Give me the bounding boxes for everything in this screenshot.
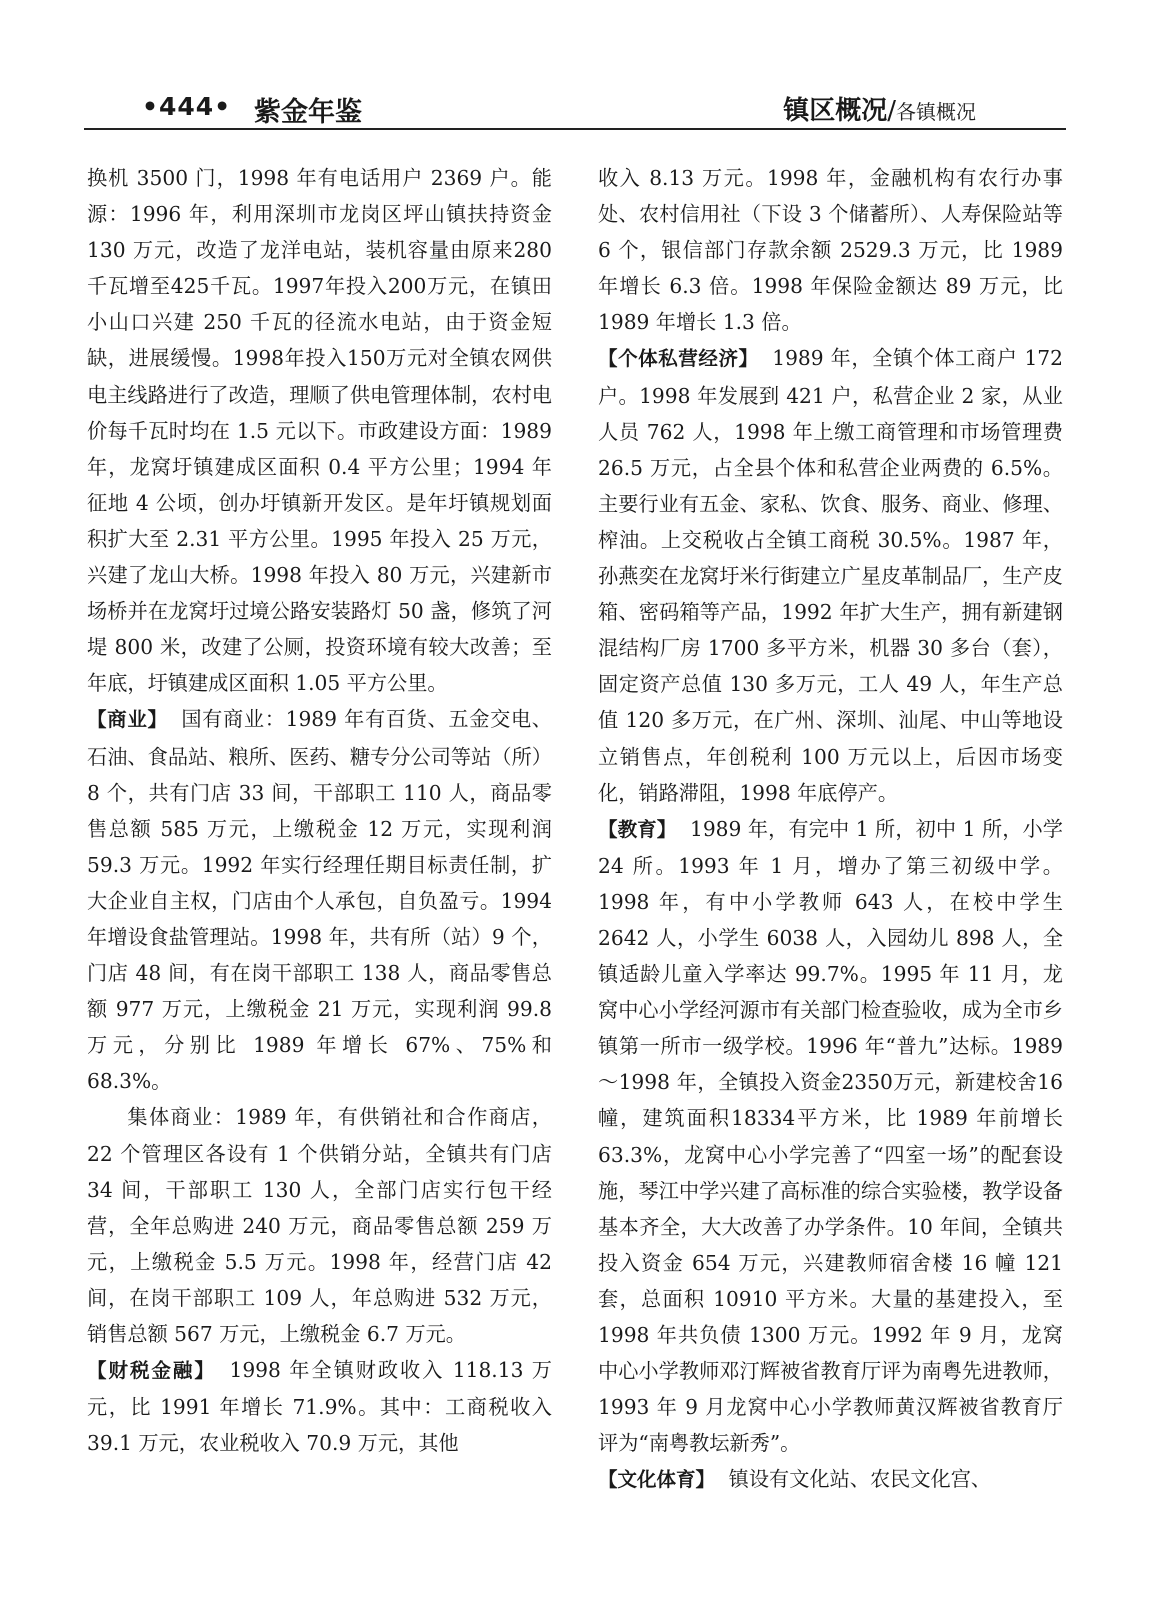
paragraph-infrastructure: 换机 3500 门，1998 年有电话用户 2369 户。能源：1996 年，利用深圳市龙岗区坪山镇扶持资金 130 万元，改造了龙洋电站，装机容量由原来280千瓦增至425千瓦。1997年投入200万元，在镇田小山口兴建 250 千瓦的径流水电站，由于资金短缺，进展缓慢。1998年投入150万元对全镇农网供电主线路进行了改造，理顺了供电管理体制，农村电价每千瓦时均在 1.5 元以下。市政建设方面：1989 年，龙窝圩镇建成区面积 0.4 平方公里；1994 年征地 4 公顷，创办圩镇新开发区。是年圩镇规划面积扩大至 2.31 平方公里。1995 年投入 25 万元，兴建了龙山大桥。1998 年投入 80 万元，兴建新市场桥并在龙窝圩过境公路安装路灯 50 盏，修筑了河堤 800 米，改建了公厕，投资环境有较大改善；至年底，圩镇建成区面积 1.05 平方公里。 bbox=[87, 166, 552, 696]
commerce-text: 国有商业：1989 年有百货、五金交电、石油、食品站、粮所、医药、糖专分公司等站（所）8 个，共有门店 33 间，干部职工 110 人，商品零售总额 585 万元，上缴税金 12 万元，实现利润 59.3 万元。1992 年实行经理任期目标责任制，扩大企业自主权，门店由个人承包，自负盈亏。1994 年增设食盐管理站。1998 年，共有所（站）9 个，门店 48 间，有在岗干部职工 138 人，商品零售总额 977 万元，上缴税金 21 万元，实现利润 99.8 万元，分别比 1989 年增长 67%、75%和 68.3%。 bbox=[87, 707, 552, 1094]
page-header bbox=[84, 84, 1066, 130]
paragraph-finance bbox=[87, 1352, 552, 1461]
section-heading-private-economy: 【个体私营经济】 bbox=[598, 347, 759, 371]
section-heading-finance: 【财税金融】 bbox=[87, 1359, 216, 1383]
culture-sports-text: 镇设有文化站、农民文化宫、 bbox=[728, 1467, 992, 1492]
section-separator: / bbox=[887, 96, 896, 126]
finance-text: 1998 年全镇财政收入 118.13 万元，比 1991 年增长 71.9%。其中：工商税收入 39.1 万元，农业税收入 70.9 万元，其他 bbox=[87, 1358, 552, 1456]
section-heading-education: 【教育】 bbox=[598, 817, 677, 841]
section-heading-culture-sports: 【文化体育】 bbox=[598, 1468, 716, 1492]
section-sub: 各镇概况 bbox=[896, 100, 976, 124]
education-text: 1989 年，有完中 1 所，初中 1 所，小学 24 所。1993 年 1 月，增办了第三初级中学。1998 年，有中小学教师 643 人，在校中学生 2642 人，小学生 6038 人，入园幼儿 898 人，全镇适龄儿童入学率达 99.7%。1995 年 11 月，龙窝中心小学经河源市有关部门检查验收，成为全市乡镇第一所市一级学校。1996 年“普九”达标。1989～1998 年，全镇投入资金2350万元，新建校舍16幢，建筑面积18334平方米，比 1989 年前增长 63.3%，龙窝中心小学完善了“四室一场”的配套设施，琴江中学兴建了高标准的综合实验楼，教学设备基本齐全，大大改善了办学条件。10 年间，全镇共投入资金 654 万元，兴建教师宿舍楼 16 幢 121 套，总面积 10910 平方米。大量的基建投入，至 1998 年共负债 1300 万元。1992 年 9 月，龙窝中心小学教师邓汀辉被省教育厅评为南粤先进教师，1993 年 9 月龙窝中心小学教师黄汉辉被省教育厅评为“南粤教坛新秀”。 bbox=[598, 816, 1063, 1456]
section-path bbox=[783, 90, 976, 127]
section-heading-commerce: 【商业】 bbox=[87, 708, 168, 732]
paragraph-education bbox=[598, 811, 1063, 1462]
paragraph-collective-commerce: 集体商业：1989 年，有供销社和合作商店，22 个管理区各设有 1 个供销分站，全镇共有门店 34 间，干部职工 130 人，全部门店实行包干经营，全年总购进 240 万元，商品零售总额 259 万元，上缴税金 5.5 万元。1998 年，经营门店 42 间，在岗干部职工 109 人，年总购进 532 万元，销售总额 567 万元，上缴税金 6.7 万元。 bbox=[87, 1105, 552, 1346]
right-column bbox=[598, 160, 1063, 1498]
paragraph-culture-sports bbox=[598, 1461, 1063, 1498]
page-number: •444• bbox=[142, 92, 232, 121]
paragraph-private-economy bbox=[598, 340, 1063, 810]
private-economy-text: 1989 年，全镇个体工商户 172 户。1998 年发展到 421 户，私营企业 2 家，从业人员 762 人，1998 年上缴工商管理和市场管理费 26.5 万元，占全县个体和私营企业两费的 6.5%。主要行业有五金、家私、饮食、服务、商业、修理、榨油。上交税收占全镇工商税 30.5%。1987 年，孙燕奕在龙窝圩米行街建立广星皮革制品厂，生产皮箱、密码箱等产品，1992 年扩大生产，拥有新建钢混结构厂房 1700 多平方米，机器 30 多台（套），固定资产总值 130 多万元，工人 49 人，年生产总值 120 多万元，在广州、深圳、汕尾、中山等地设立销售点，年创税利 100 万元以上，后因市场变化，销路滞阻，1998 年底停产。 bbox=[598, 346, 1063, 805]
left-column bbox=[87, 160, 552, 1461]
paragraph-finance-continued: 收入 8.13 万元。1998 年，金融机构有农行办事处、农村信用社（下设 3 个储蓄所）、人寿保险站等 6 个，银信部门存款余额 2529.3 万元，比 1989 年增长 6.3 倍。1998 年保险金额达 89 万元，比 1989 年增长 1.3 倍。 bbox=[598, 166, 1063, 335]
book-title: 紫金年鉴 bbox=[254, 97, 362, 128]
section-main: 镇区概况 bbox=[783, 96, 888, 126]
paragraph-commerce bbox=[87, 701, 552, 1099]
